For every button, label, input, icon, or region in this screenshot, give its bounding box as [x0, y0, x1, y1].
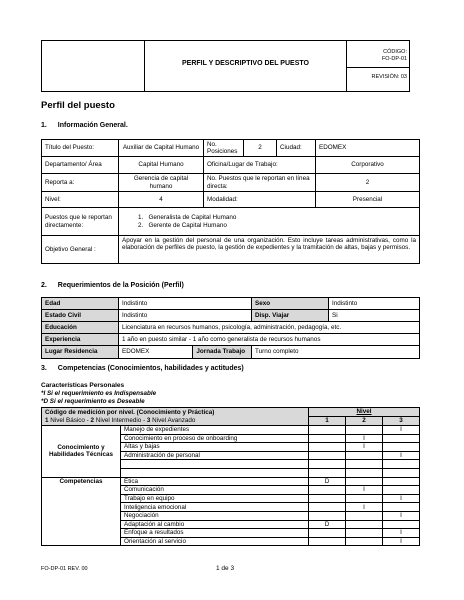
header-title: PERFIL Y DESCRIPTIVO DEL PUESTO	[182, 60, 309, 67]
group1-body	[42, 426, 420, 478]
level-cell-c3: I	[383, 511, 420, 520]
titulo-value: Auxiliar de Capital Humano	[119, 140, 204, 157]
level-cell-c2	[346, 451, 383, 460]
no-puestos-value: 2	[316, 174, 420, 192]
header-divider	[347, 67, 410, 68]
depto-value: Capital Humano	[119, 157, 204, 174]
level-cell-c2	[346, 426, 383, 435]
legend-indispensable	[41, 390, 156, 397]
level-cell-c2: I	[346, 434, 383, 443]
section2-heading	[41, 282, 184, 289]
level-cell-c3: I	[383, 451, 420, 460]
level-cell-c1	[309, 537, 346, 546]
civil-label: Estado Civil	[42, 310, 119, 322]
level-cell-c1	[309, 434, 346, 443]
section2-title: Requerimientos de la Posición (Perfil)	[57, 282, 184, 289]
table-row	[42, 140, 420, 157]
competency-name: Orientación al servicio	[121, 537, 309, 546]
depto-label: Departamento/ Área	[42, 157, 119, 174]
reporta-value: Gerencia de capital humano	[119, 174, 204, 192]
competency-name: Inteligencia emocional	[121, 503, 309, 512]
posiciones-label: No. Posiciones	[204, 140, 244, 157]
educacion-label: Educación	[42, 322, 119, 334]
jornada-value: Turno completo	[252, 346, 420, 359]
group1-label: Conocimiento y Habilidades Técnicas	[42, 426, 121, 478]
competency-name: Adaptación al cambio	[121, 520, 309, 529]
section1-number: 1.	[41, 122, 47, 129]
header-right-block	[346, 41, 410, 91]
jornada-label: Jornada Trabajo	[193, 346, 251, 358]
titulo-label: Título del Puesto:	[42, 140, 119, 157]
legend-deseable-text: *D Si el requerimiento es Deseable	[41, 398, 145, 405]
col-header-1: 1	[309, 417, 346, 426]
viajar-value: Si	[329, 310, 420, 322]
section3-number: 3.	[41, 365, 47, 372]
level-cell-c2	[346, 468, 383, 477]
residencia-jornada-cell	[119, 346, 252, 359]
level-cell-c1	[309, 511, 346, 520]
table-row	[42, 408, 420, 417]
table-row	[42, 426, 420, 435]
col-header-2: 2	[346, 417, 383, 426]
group2-label: Competencias	[42, 477, 121, 546]
level-cell-c1	[309, 503, 346, 512]
level-cell-c3: I	[383, 529, 420, 538]
level-cell-c3: I	[383, 537, 420, 546]
table-row	[42, 346, 420, 359]
group2-body	[42, 477, 420, 546]
legend-deseable	[41, 398, 145, 405]
oficina-value: Corporativo	[316, 157, 420, 174]
code-label: CÓDIGO:	[383, 49, 407, 55]
level-cell-c3: I	[383, 426, 420, 435]
competency-name: Manejo de expedientes	[121, 426, 309, 435]
requirements-table	[41, 297, 420, 359]
level-cell-c3	[383, 468, 420, 477]
competency-name: Administración de personal	[121, 451, 309, 460]
header-logo-area	[42, 41, 145, 91]
footer-page-number: 1 de 3	[216, 565, 235, 572]
level-cell-c1	[309, 443, 346, 452]
level-cell-c1	[309, 426, 346, 435]
sexo-value: Indistinto	[329, 298, 420, 310]
puestos-item-1: 1. Generalista de Capital Humano	[138, 214, 237, 222]
competency-name: Negociación	[121, 511, 309, 520]
revision-label: REVISIÓN: 03	[371, 74, 407, 80]
nivel-header: Nivel	[309, 408, 420, 417]
reporta-label: Reporta a:	[42, 174, 119, 192]
competencies-table	[41, 407, 420, 546]
section3-title: Competencias (Conocimientos, habilidades y actitudes)	[57, 365, 244, 372]
educacion-value: Licenciatura en recursos humanos, psicología, administración, pedagogía, etc.	[119, 322, 420, 334]
posiciones-value: 2	[244, 140, 277, 157]
table-row	[42, 236, 420, 264]
level-cell-c1	[309, 529, 346, 538]
table-row	[42, 417, 420, 426]
level-cell-c1	[309, 468, 346, 477]
caracteristicas-title: Características Personales	[41, 382, 125, 389]
level-cell-c2: I	[346, 486, 383, 495]
general-info-table	[41, 139, 420, 264]
competency-name: Altas y bajas	[121, 443, 309, 452]
table-row	[42, 208, 420, 236]
table-row	[42, 157, 420, 174]
level-cell-c3	[383, 520, 420, 529]
table-row	[42, 298, 420, 310]
level-cell-c3	[383, 503, 420, 512]
level-cell-c1	[309, 494, 346, 503]
puestos-item-2: 2. Gerente de Capital Humano	[138, 221, 227, 229]
ciudad-value: EDOMEX	[316, 140, 420, 157]
table-row	[42, 334, 420, 346]
level-cell-c2: I	[346, 503, 383, 512]
level-cell-c2	[346, 537, 383, 546]
edad-label: Edad	[42, 298, 119, 310]
no-puestos-label: No. Puestos que le reportan en línea directa:	[204, 174, 316, 192]
competency-name: Ética	[121, 477, 309, 486]
code-value: FO-DP-01	[381, 56, 407, 62]
level-cell-c2	[346, 460, 383, 469]
competency-name: Conocimiento en proceso de onboarding	[121, 434, 309, 443]
competency-name: Comunicación	[121, 486, 309, 495]
oficina-label: Oficina/Lugar de Trabajo:	[204, 157, 316, 174]
competency-name: Enfoque a resultados	[121, 529, 309, 538]
level-cell-c1	[309, 486, 346, 495]
experiencia-label: Experiencia	[42, 334, 119, 346]
level-cell-c1: D	[309, 477, 346, 486]
level-cell-c1: D	[309, 520, 346, 529]
table-row	[42, 322, 420, 334]
table-row	[42, 477, 420, 486]
footer-doc-code: FO-DP-01 REV. 00	[41, 566, 88, 572]
sexo-label: Sexo	[252, 298, 329, 310]
document-header	[41, 40, 410, 92]
competency-name	[121, 460, 309, 469]
table-row	[42, 192, 420, 208]
table-row	[42, 310, 420, 322]
level-cell-c3: I	[383, 494, 420, 503]
level-cell-c2	[346, 494, 383, 503]
residencia-label: Lugar Residencia	[42, 346, 119, 359]
puestos-label: Puestos que le reportan directamente:	[42, 208, 119, 236]
levels-desc	[42, 417, 309, 426]
level-cell-c2: I	[346, 443, 383, 452]
competency-name	[121, 468, 309, 477]
level-cell-c3	[383, 443, 420, 452]
nivel-label: Nivel:	[42, 192, 119, 208]
section1-heading	[41, 122, 128, 129]
level-cell-c2	[346, 520, 383, 529]
table-row	[42, 174, 420, 192]
legend-indispensable-text: *I Si el requerimiento es Indispensable	[41, 390, 157, 397]
experiencia-value: 1 año en puesto similar - 1 año como generalista de recursos humanos	[119, 334, 420, 346]
civil-value: Indistinto	[119, 310, 252, 322]
page-title: Perfil del puesto	[41, 100, 115, 111]
level-cell-c2	[346, 511, 383, 520]
level-cell-c3	[383, 486, 420, 495]
level-cell-c1	[309, 451, 346, 460]
ciudad-label: Ciudad:	[277, 140, 316, 157]
level-cell-c2	[346, 529, 383, 538]
objetivo-label: Objetivo General :	[42, 236, 119, 264]
puestos-item-2-text: Gerente de Capital Humano	[148, 221, 227, 229]
viajar-label: Disp. Viajar	[252, 310, 329, 322]
section2-number: 2.	[41, 282, 47, 289]
level-cell-c2	[346, 477, 383, 486]
competency-name: Trabajo en equipo	[121, 494, 309, 503]
residencia-value: EDOMEX	[119, 346, 193, 358]
table-title: Código de medición por nivel. (Conocimiento y Práctica)	[42, 408, 309, 417]
nivel-value: 4	[119, 192, 204, 208]
level-cell-c3	[383, 477, 420, 486]
level-cell-c1	[309, 460, 346, 469]
level-cell-c3	[383, 460, 420, 469]
section1-title: Información General.	[57, 122, 128, 129]
modalidad-value: Presencial	[316, 192, 420, 208]
edad-value: Indistinto	[119, 298, 252, 310]
objetivo-value: Apoyar en la gestión del personal de una organización. Esto incluye tareas administrativas, como la elaboración de perfiles de puesto, la gestión de expedientes y la tramitación de altas, bajas y permisos.	[119, 236, 420, 264]
modalidad-label: Modalidad:	[204, 192, 316, 208]
puestos-list-cell	[119, 208, 420, 236]
residencia-jornada-inner	[119, 346, 251, 358]
levels-desc-text: 1 Nivel Básico - 2 Nivel Intermedio - 3 Nivel Avanzado	[45, 417, 196, 425]
section3-heading	[41, 365, 244, 372]
puestos-item-1-text: Generalista de Capital Humano	[148, 214, 237, 222]
col-header-3: 3	[383, 417, 420, 426]
level-cell-c3	[383, 434, 420, 443]
